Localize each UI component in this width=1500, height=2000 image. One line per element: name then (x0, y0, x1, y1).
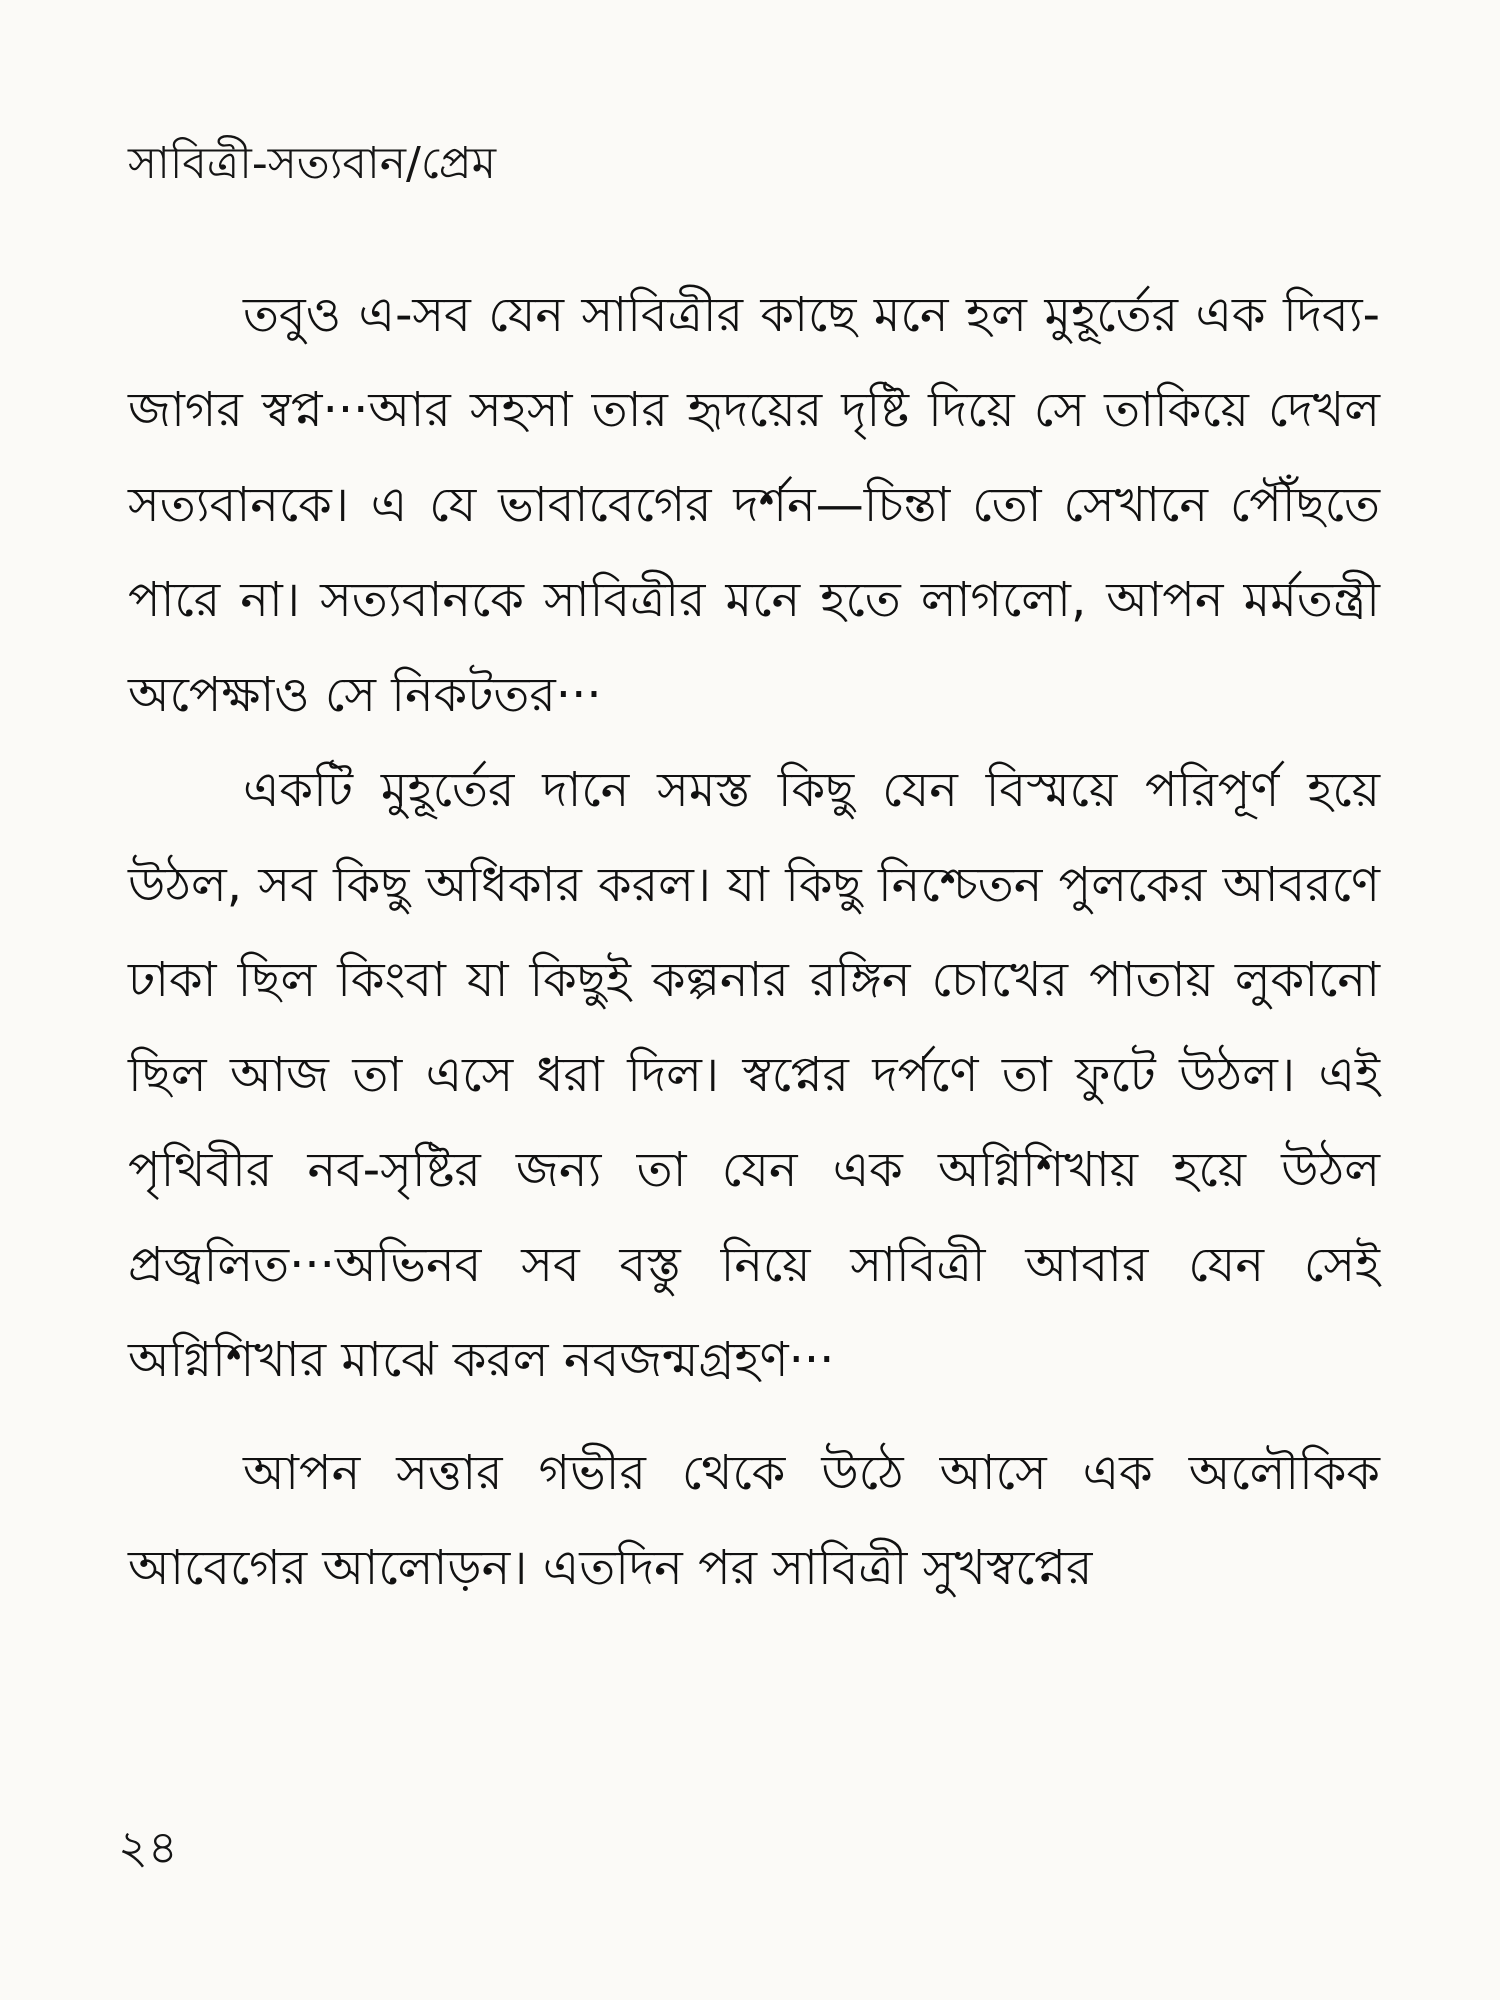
body-text (128, 268, 1380, 1616)
paragraph-2: একটি মুহূর্তের দানে সমস্ত কিছু যেন বিস্ময়ে পরিপূর্ণ হয়ে উঠল, সব কিছু অধিকার করল। যা কিছু নিশ্চেতন পুলকের আবরণে ঢাকা ছিল কিংবা যা কিছুই কল্পনার রঙ্গিন চোখের পাতায় লুকানো ছিল আজ তা এসে ধরা দিল। স্বপ্নের দর্পণে তা ফুটে উঠল। এই পৃথিবীর নব-সৃষ্টির জন্য তা যেন এক অগ্নিশিখায় হয়ে উঠল প্রজ্বলিত···অভিনব সব বস্তু নিয়ে সাবিত্রী আবার যেন সেই অগ্নিশিখার মাঝে করল নবজন্মগ্রহণ··· (128, 762, 1380, 1388)
page-number: ২৪ (118, 1820, 178, 1874)
paragraph-3: আপন সত্তার গভীর থেকে উঠে আসে এক অলৌকিক আবেগের আলোড়ন। এতদিন পর সাবিত্রী সুখস্বপ্নের (128, 1445, 1380, 1596)
paragraph-1: তবুও এ-সব যেন সাবিত্রীর কাছে মনে হল মুহূর্তের এক দিব্য-জাগর স্বপ্ন···আর সহসা তার হৃদয়ের দৃষ্টি দিয়ে সে তাকিয়ে দেখল সত্যবানকে। এ যে ভাবাবেগের দর্শন—চিন্তা তো সেখানে পৌঁছতে পারে না। সত্যবানকে সাবিত্রীর মনে হতে লাগলো, আপন মর্মতন্ত্রী অপেক্ষাও সে নিকটতর··· (128, 287, 1380, 723)
running-head: সাবিত্রী-সত্যবান/প্রেম (128, 138, 496, 189)
